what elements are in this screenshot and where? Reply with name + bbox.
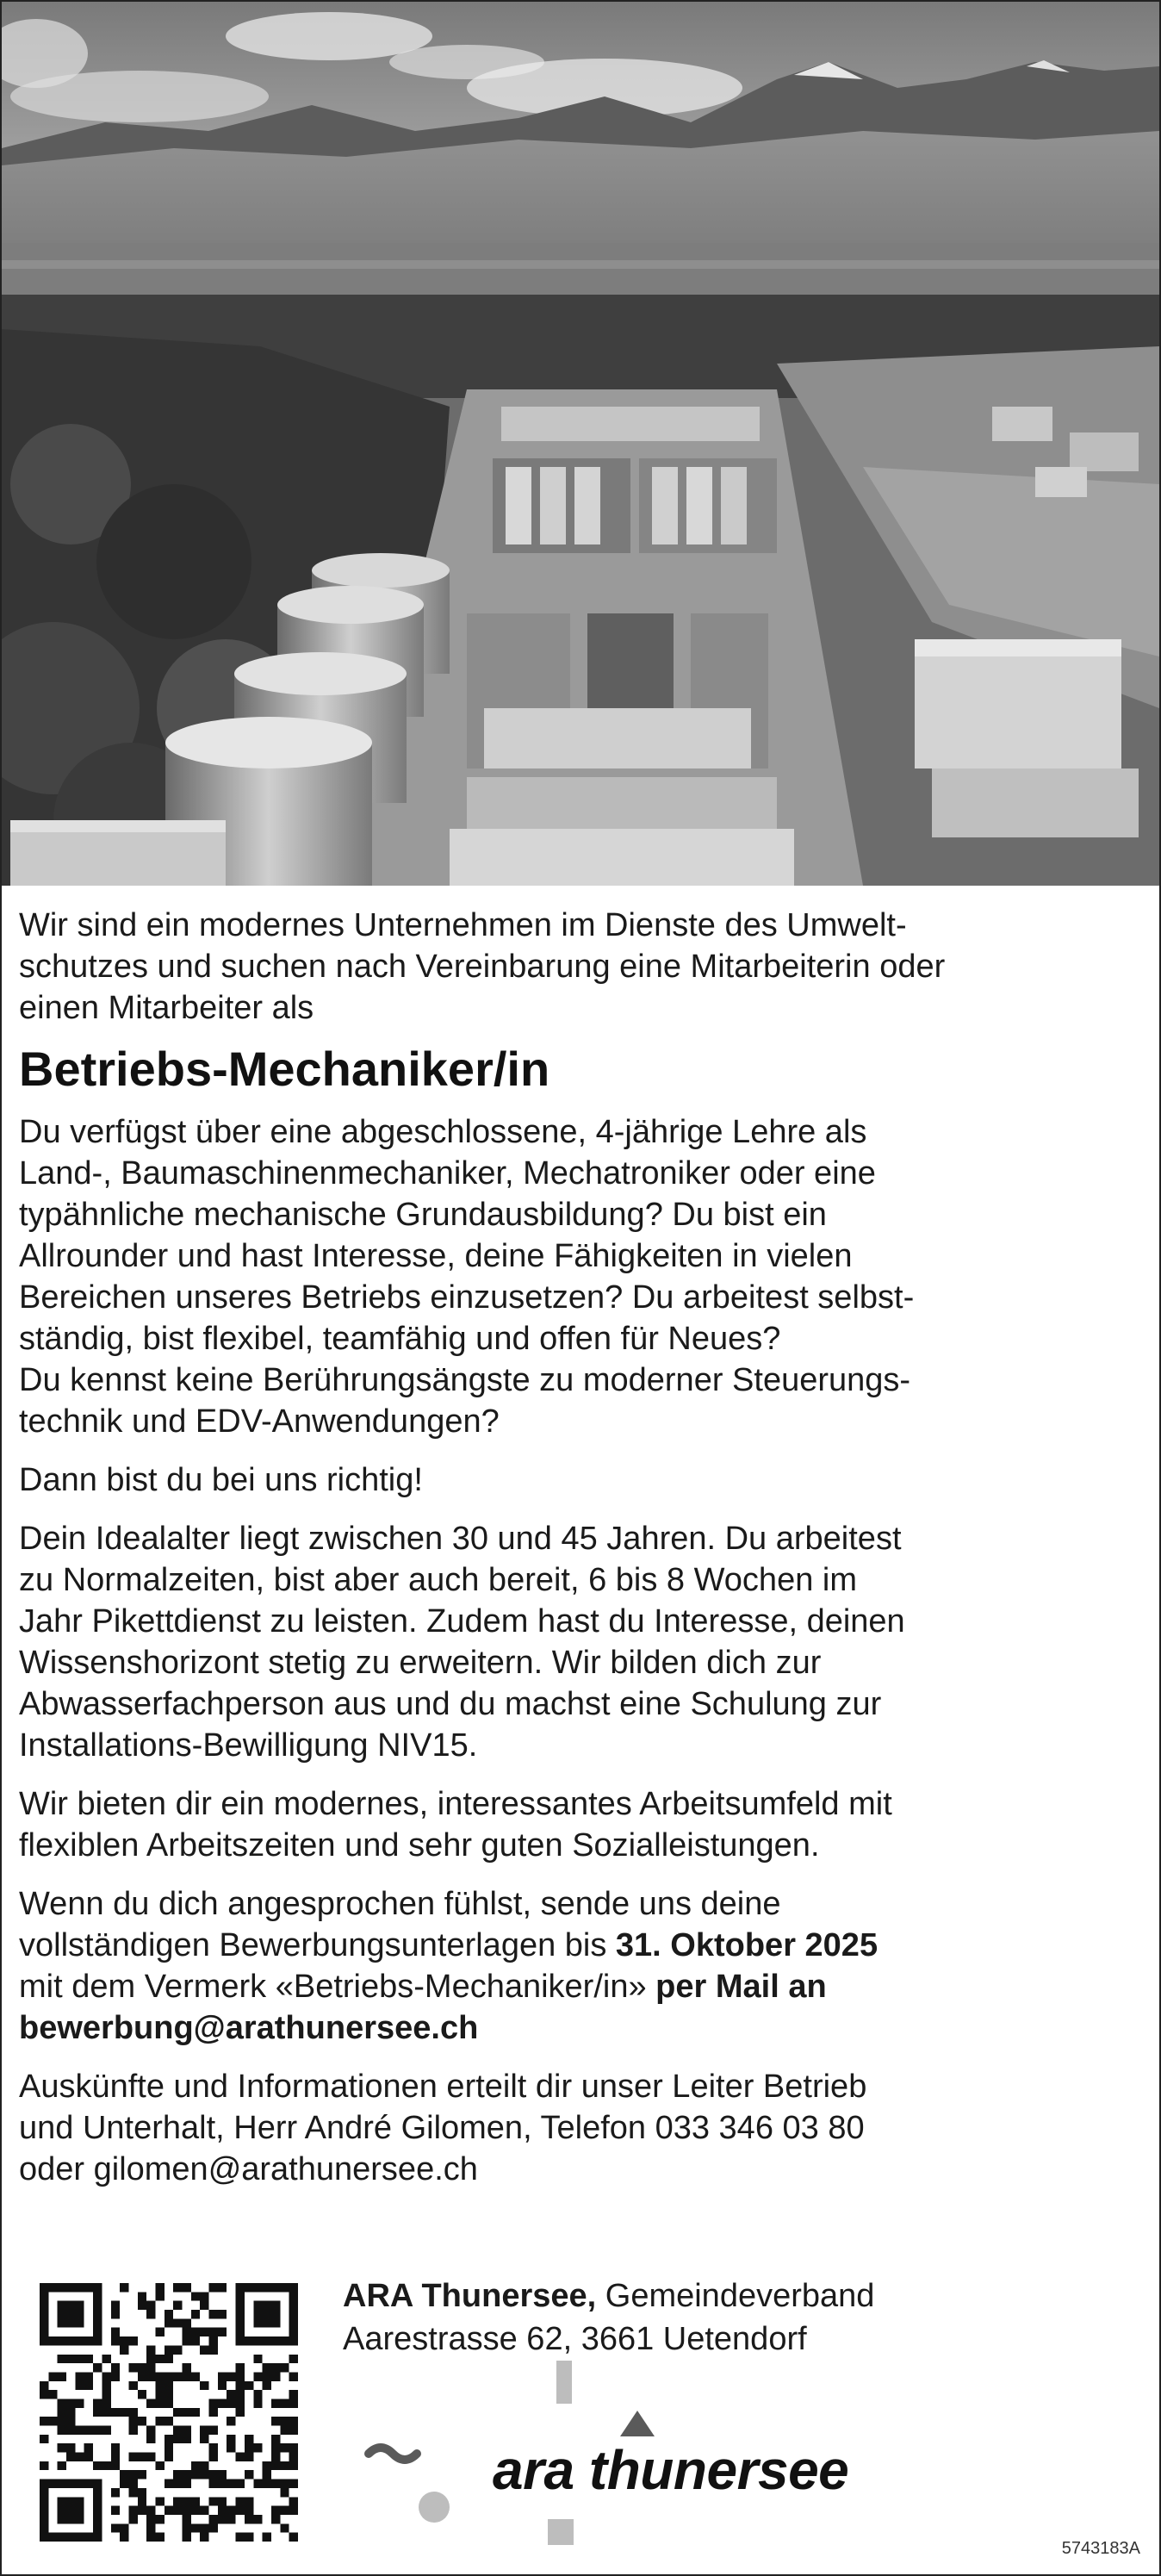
wastewater-plant-photo xyxy=(2,2,1159,886)
qr-code-icon[interactable] xyxy=(40,2283,298,2542)
right-place-paragraph: Dann bist du bei uns richtig! xyxy=(19,1462,423,1498)
organisation-address: Aarestrasse 62, 3661 Uetendorf xyxy=(343,2321,807,2357)
application-text-1: Wenn du dich angesprochen fühlst, sende uns deine vollständigen Bewerbungsunterlagen bis xyxy=(19,1886,781,1963)
organisation-block xyxy=(343,2274,874,2361)
application-by-mail: per Mail an xyxy=(655,1969,827,2005)
application-email-link[interactable]: bewerbung@arathunersee.ch xyxy=(19,2010,479,2046)
intro-paragraph: Wir sind ein modernes Unternehmen im Dienste des Umwelt- schutzes und suchen nach Vereinbarung eine Mitarbeiterin oder einen Mitarbeiter als xyxy=(19,907,946,1026)
logo-circle xyxy=(419,2492,450,2523)
ara-thunersee-logo xyxy=(345,2361,896,2550)
job-title: Betriebs-Mechaniker/in xyxy=(19,1042,550,1096)
logo-text: ara thunersee xyxy=(493,2439,849,2501)
requirements-paragraph: Du verfügst über eine abgeschlossene, 4-jährige Lehre als Land-, Baumaschinenmechaniker, Mechatroniker oder eine typähnliche mechanische Grundausbildung? Du bist ein Allrounder und hast Interesse, deine Fähigkeiten in vielen Bereichen unseres Betriebs einzusetzen? Du arbeitest selbst- ständig, bist flexibel, teamfähig und offen für Neues? Du kennst keine Berührungsängste zu moderner Steuerungs- technik und EDV-Anwendungen? xyxy=(19,1114,915,1440)
reference-number: 5743183A xyxy=(1061,2539,1140,2558)
logo-square xyxy=(548,2519,574,2545)
organisation-type: Gemeindeverband xyxy=(596,2278,875,2314)
logo-triangle xyxy=(620,2411,655,2436)
organisation-line xyxy=(343,2274,874,2318)
profile-paragraph: Dein Idealalter liegt zwischen 30 und 45 Jahren. Du arbeitest zu Normalzeiten, bist aber auch bereit, 6 bis 8 Wochen im Jahr Pikettdienst zu leisten. Zudem hast du Interesse, deinen Wissenshorizont stetig zu erweitern. Wir bilden dich zur Abwasserfachperson aus und du machst eine Schulung zur Installations-Bewilligung NIV15. xyxy=(19,1521,905,1764)
logo-bar-top xyxy=(556,2361,572,2404)
application-paragraph xyxy=(19,1883,1139,2049)
application-text-2: mit dem Vermerk «Betriebs-Mechaniker/in» xyxy=(19,1969,647,2005)
logo-wave xyxy=(369,2448,417,2460)
contact-paragraph: Auskünfte und Informationen erteilt dir unser Leiter Betrieb und Unterhalt, Herr André Gilomen, Telefon 033 346 03 80 oder gilomen@arathunersee.ch xyxy=(19,2069,867,2187)
offer-paragraph: Wir bieten dir ein modernes, interessantes Arbeitsumfeld mit flexiblen Arbeitszeiten und sehr guten Sozialleistungen. xyxy=(19,1786,892,1864)
organisation-name: ARA Thunersee, xyxy=(343,2278,597,2314)
job-description xyxy=(19,905,1139,2207)
application-deadline: 31. Oktober 2025 xyxy=(615,1927,879,1963)
